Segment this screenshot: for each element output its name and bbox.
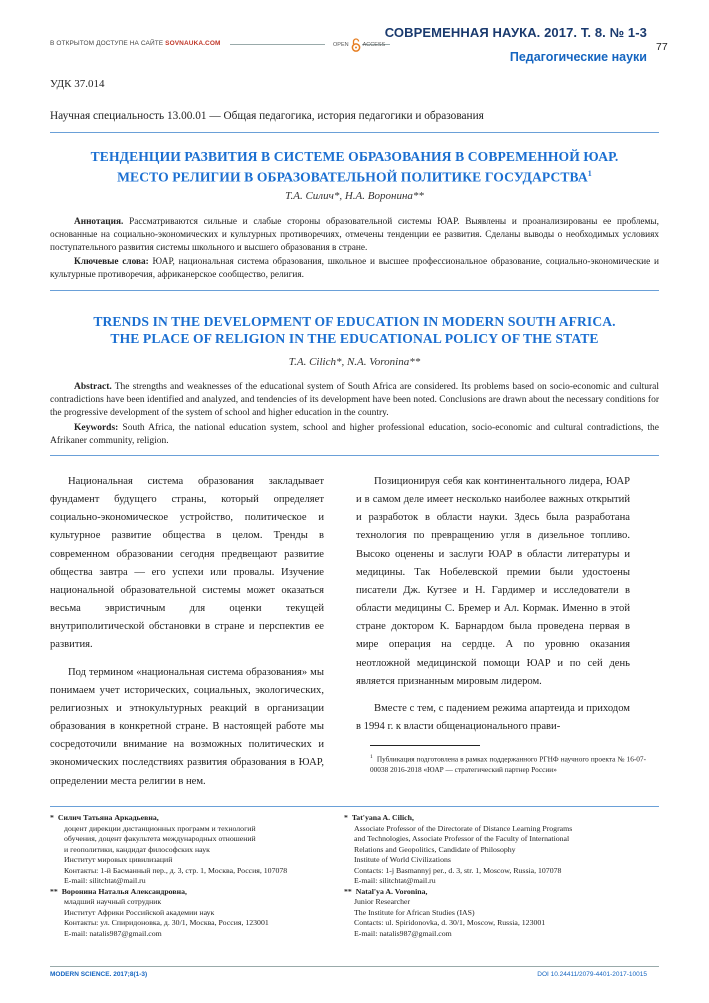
authors-en: T.A. Cilich*, N.A. Voronina** <box>288 356 421 368</box>
paragraph: Под термином «национальная система образования» мы понимаем учет исторических, социальных, экологических, религиозных и этнокультурных реакций в организации образования в конкретной стране. В настоящей работе мы сосредоточили внимание на возможных политических и экономических последствиях развития образования в ЮАР, определении места религии в нем. <box>50 666 324 787</box>
abstract-ru: Аннотация. Рассматриваются сильные и слабые стороны образовательной системы ЮАР. Выявлены и проанализированы ее проблемы, основанные на социально-экономических и культурных противоречиях, отмечены тенденции ее развития. Сделаны выводы о необходимых условиях поступательного развития системы школьного и высшего образования в стране. <box>50 217 659 253</box>
specialty: Научная специальность 13.00.01 — Общая педагогика, история педагогики и образования <box>50 110 484 122</box>
site-link[interactable]: SOVNAUKA.COM <box>165 40 221 47</box>
email-link[interactable]: E-mail: silitchtat@mail.ru <box>64 876 146 885</box>
footnote-ref: 1 <box>587 169 592 178</box>
paragraph: Позиционируя себя как континентального лидера, ЮАР и в самом деле имеет несколько наиболее важных открытий и разработок в области науки. Здесь была разработана технология по превращению угля в дизельное топливо. Высоко оценены и заслуги ЮАР в области литературы и медицины. Так Нобелевской премии были удостоены писатели Дж. Кутзее и Н. Гардимер и исследователи в области медицины С. Бремер и Ал. Кормак. Именно в этой стране доктором К. Барнардом была проведена первая в мире операция на сердце. А по уровню оказания неотложной медицинской помощи ЮАР и по сей день является признанным мировым лидером. <box>356 476 630 687</box>
divider <box>50 132 659 133</box>
paragraph: Национальная система образования закладывает фундамент будущего страны, который определяет социально-экономическое устройство, политическое и культурное развитие общества в целом. Тренды в современном образовании сегодня предвещают развитие общества завтра — его успехи или провалы. Изучение национальной образовательной системы может оказаться весьма эвристичным для оценки текущей внутриполитической обстановки в стране и перспектив ее развития. <box>50 476 324 651</box>
keywords-en: Keywords: South Africa, the national education system, school and higher professional education, socio-economic and cultural contradictions, the Afrikaner community, religion. <box>50 423 659 446</box>
footnote: $^1$ Публикация подготовлена в рамках поддержанного РГНФ научного проекта № 16-07-00038 2016-2018 «ЮАР — стратегический партнер России» <box>370 754 646 774</box>
footer-rule <box>50 966 659 967</box>
affiliations-en: * Tat'yana A. Cilich, Associate Professor of the Directorate of Distance Learning Programs and Technologies, Associate Professor of the Faculty of International Relations and Geopolitics, Candidate of Philosophy Institute of World Civilizations Contacts: 1-j Basmannyj per., d. 3, str. 1, Moscow, Russia, 107078 E-mail: silitchtat@mail.ru ** Natal'ya A. Voronina, Junior Researcher The Institute for African Studies (IAS) Contacts: ul. Spiridonovka, d. 30/1, Moscow, Russia, 123001 E-mail: natalis987@gmail.com <box>344 813 634 939</box>
open-access-logo: OPEN ACCESS <box>333 38 385 52</box>
body-column-right <box>356 473 630 736</box>
divider <box>50 290 659 291</box>
footnote-rule <box>370 745 480 746</box>
divider <box>50 455 659 456</box>
udk: УДК 37.014 <box>50 78 105 90</box>
divider <box>50 806 659 807</box>
footer-doi[interactable]: DOI 10.24411/2079-4401-2017-10015 <box>537 971 647 978</box>
section-title: Педагогические науки <box>509 50 647 64</box>
paragraph: Вместе с тем, с падением режима апартеида и приходом в 1994 г. к власти общенационального прави- <box>356 702 630 733</box>
body-column-left <box>50 473 324 791</box>
footer-journal: MODERN SCIENCE. 2017;8(1-3) <box>50 971 148 978</box>
email-link[interactable]: E-mail: natalis987@gmail.com <box>64 928 162 938</box>
title-en: TRENDS IN THE DEVELOPMENT OF EDUCATION IN MODERN SOUTH AFRICA. THE PLACE OF RELIGION IN THE EDUCATIONAL POLICY OF THE STATE <box>93 314 616 346</box>
keywords-ru: Ключевые слова: ЮАР, национальная система образования, школьное и высшее профессиональное образование, социально-экономические и культурные противоречия, африканерское сообщество, религия. <box>50 257 659 280</box>
title-ru: ТЕНДЕНЦИИ РАЗВИТИЯ В СИСТЕМЕ ОБРАЗОВАНИЯ В СОВРЕМЕННОЙ ЮАР. МЕСТО РЕЛИГИИ В ОБРАЗОВАТЕЛЬНОЙ ПОЛИТИКЕ ГОСУДАРСТВА$^1$ <box>90 149 619 185</box>
authors-ru: Т.А. Силич*, Н.А. Воронина** <box>285 190 424 202</box>
journal-title: СОВРЕМЕННАЯ НАУКА. 2017. Т. 8. № 1-3 <box>384 25 647 40</box>
abstract-en: Abstract. The strengths and weaknesses of the educational system of South Africa are considered. Its problems based on socio-economic and cultural contradictions have been identified and analyzed, and tendencies of its development have been noted. Conclusions are drawn about the necessary conditions for the progressive development of the system of school and higher education in the country. <box>50 382 659 418</box>
email-link[interactable]: E-mail: silitchtat@mail.ru <box>354 876 436 885</box>
affiliations-ru: * Силич Татьяна Аркадьевна, доцент дирекции дистанционных программ и технологий обучения, доцент факультета международных отношений и геополитики, кандидат философских наук Институт мировых цивилизаций Контакты: 1-й Басманный пер., д. 3, стр. 1, Москва, Россия, 107078 E-mail: silitchtat@mail.ru ** Воронина Наталья Александровна, младший научный сотрудник Институт Африки Российской академии наук Контакты: ул. Спиридоновка, д. 30/1, Москва, Россия, 123001 E-mail: natalis987@gmail.com <box>50 813 340 939</box>
header-rule-left <box>230 44 325 45</box>
open-access-note: В ОТКРЫТОМ ДОСТУПЕ НА САЙТЕ SOVNAUKA.COM <box>50 40 221 47</box>
open-lock-icon <box>351 38 361 52</box>
page-number: 77 <box>656 41 668 53</box>
email-link[interactable]: E-mail: natalis987@gmail.com <box>354 928 452 938</box>
